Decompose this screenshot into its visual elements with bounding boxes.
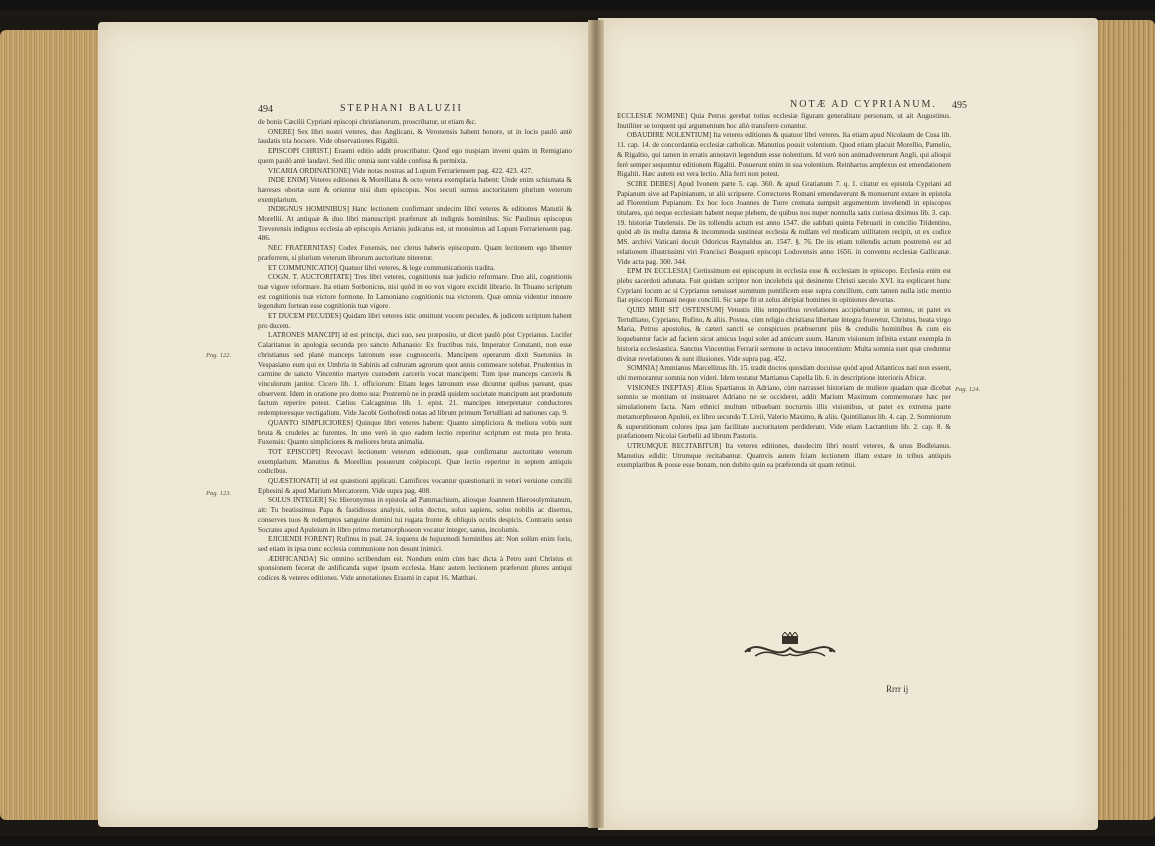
right-page-header: NOTÆ AD CYPRIANUM. bbox=[790, 99, 937, 110]
paragraph: COGN. T. AUCTORITATE] Tres libri veteres, cognitionis tuæ judicio reformare. Duo alii, cognitionis tuæ vigore reformare. Ita etiam Sorbonicus, nisi quòd in eo vox vigore excidit librario. In Thuano scriptum est cognitionis tuæ victore formone. In Lamoniano cognitionis tua victorem. Quæ omnia videntur innuere legendum fortean esse cognitionis tuæ vigore. bbox=[258, 273, 572, 311]
margin-ref-right-1: Pag. 124. bbox=[955, 386, 981, 393]
right-page-text bbox=[617, 112, 951, 620]
paragraph: QUÆSTIONATI] id est quæstioni applicati. Carnifices vocantur quæstionarii in veteri versione concilii Ephesini & apud Marium Mercatorem. Vide supra pag. 408. bbox=[258, 477, 572, 495]
paragraph: ET COMMUNICATIO] Quatuor libri veteres, & lege communicationis tradita. bbox=[268, 263, 496, 272]
printers-ornament bbox=[735, 632, 845, 666]
paragraph: TOT EPISCOPI] Revocavi lectionem veterum editionum, quæ confirmatur auctoritate veterum exemplarium. Manutius & Morellius posuerunt coëpiscopi. Quæ lectio reperitur in septem antiquis codicibus. bbox=[258, 447, 572, 476]
paragraph: INDE ENIM] Veteres editiones & Morelliana & octo vetera exemplaria habent: Unde enim schismata & hæreses obortæ sunt & oriuntur nisi dum episcopus. Nos secuti sumus auctoritatem plurium veterum exemplarium. bbox=[258, 176, 572, 204]
paragraph: EJICIENDI FORENT] Rufinus in psal. 24. loquens de hujusmodi hominibus ait: Non solùm enim foris, sed etiam in ipsa nunc ecclesia communione non desunt inimici. bbox=[258, 535, 572, 553]
paragraph: ONERE] Sex libri nostri veteres, duo Anglicani, & Veronensis habent honore, ut in locis paulò antè laudatis tria hocsere. Vide observationes Rigaltii. bbox=[258, 127, 572, 146]
right-page-number: 495 bbox=[952, 100, 967, 111]
left-page-text bbox=[258, 118, 572, 698]
paragraph: UTRUMQUE RECITABITUR] Ita veteres editiones, duodecim libri nostri veteres, & unus Bodleianus. Manutius edidit: Utrumque recitabantur. Quamvis autem fciam lectionem illam extare in tribus antiquis exemplaribus & posse esse bonam, non dubito quin ea præferenda sit quam retinui. bbox=[617, 441, 951, 470]
paragraph: LATRONES MANCIPI] id est principi, duci suo, seu præposito, ut dicet paulò pòst Cyprianus. Lucifer Calaritanus in apologia secunda pro sancto Athanasio: Ex fructibus tuis, Imperator Constanti, non esse christianus sed planè manceps latronum esse cognosceris. Mancipem operarum dixit Suetonius in Vespasiano eum qui ex Umbria in Sabinis ad culturam agrorum quot annis commeare solebat. Prudentius in carmine de sancto Vincentio martyre custodem carceris vocat mancipem: Tum ipse manceps carceris & vinculorum janitor. Cicero lib. 1. officiorum: Etiam leges latronum esse dicuntur quibus pareant, quas observent. Idem in oratione pro domo sua: Postremò ne in prædâ quidem societate mancipum aut prædonum factum reperire potest. Cælius Calcagninus lib. 1. epist. 21. mancipes interpretatur conductores redemptoresque vectigalium. Vide Jacobi Gothofredi notas ad librum primum Tertulliani ad nationes cap. 9. bbox=[258, 331, 572, 418]
paragraph: ET DUCEM PECUDES] Quidam libri veteres istic omittunt vocem pecudes, & judicem scriptum habent pro ducem. bbox=[258, 312, 572, 330]
paragraph: INDIGNUS HOMINIBUS] Hanc lectionem confirmant undecim libri veteres & editiones Manutii & Morellii. At antiquæ & duo libri manuscripti præferunt ab indignis hominibus. Sic Paulinus episcopus Treverensis indignus ecclesia ab episcopis Arrianis judicatus est, ut monuimus ad Lupum Ferrariensem pag. 486. bbox=[258, 205, 572, 243]
paragraph: EPM IN ECCLESIA] Certissimum est episcopum in ecclesia esse & ecclesiam in episcopo. Ecclesia enim est plebs sacerdoti adunata. Fuit quidam scriptor non incelebris qui desinente Christi sæculo XVI. ita explicaret hunc Cypriani locum ac si Cyprianus sensisset summum pontificem esse supra concilium, cum tamen nulla istic mentio fiat episcopi Romani neque concilii. Sic sæpe fit ut zelus abripiat homines in opiniones devortas. bbox=[617, 267, 951, 305]
margin-ref-left-2: Pag. 123. bbox=[206, 490, 232, 497]
paragraph: ECCLESIÆ NOMINE] Quia Petrus gerebat totius ecclesiæ figuram generalitate personam, ut ait Augustinus. Inutiliter se torquent qui argumentum hoc aliò transferre conantur. bbox=[617, 112, 951, 130]
paragraph: EPISCOPI CHRIST.] Erasmi editio addit proscribatur. Quod ego nuspiam inveni quàm in Remigiano quem paulò antè laudavi. Sed illic omnia sunt valde confusa & permixta. bbox=[258, 147, 572, 165]
paragraph: SOLUS INTEGER] Sic Hieronymus in epistola ad Pammachium, aliosque Joannem Hierosolymitanum, ait: Tu beatissimus Papa & fastidiosus analysis, solus doctus, solus sapiens, solus nobilis ac disertus, conserves tuos & redemptos sanguine domini tui rugata fronte & obliquis oculis despicis. Contrario sensu Socrates apud Apuleium in libro primo metamorphoseon vocatur integer, sanus, incolumis. bbox=[258, 496, 572, 534]
left-page-number: 494 bbox=[258, 104, 273, 115]
paragraph: SOMNIA] Ammianus Marcellinus lib. 15. tradit doctos quosdam docuisse quòd apud Atlanticos nati non essent, ubi memorantur somnia non videri. Idem testatur Martianus Capella lib. 6. in descriptione interioris Africæ. bbox=[617, 364, 951, 382]
paragraph: SCIRE DEBES] Apud Ivonem parte 5. cap. 360. & apud Gratianum 7. q. 1. citatur ex epistola Cypriani ad Papianum sive ad Papinianum, ut alii scripsere. Correctores Romani emendaverunt & monuerunt extare in epistola ad Florentium Pupianum. Ex hoc loco Joannes de Turre cremata sumpsit argumentum invehendi in episcopos titulares, qui neque ecclesiam habent neque plebem, de quibus nos nuper nonnulla satis curiosa diximus lib. 3. cap. 19. historiæ Tutelensis. De iis tollendis actum est anno 1547. die sabbati quinta Februarii in concilio Tridentino, quòd ab iis multa damna & incommoda sustineat ecclesia & nullam vel modicam utilitatem recipit, ut ex codice MS. archivi Vaticani docuit Odoricus Raynaldus an. 1547. §. 76. De iis etiam tollendis actum postremò est ad relationem illustrissimi viri Francisci Bosqueti episcopi Lodovensis anno 1656. in conventu ecclesiæ Gallicanæ. Vide acta pag. 300. 344. bbox=[617, 179, 951, 266]
book-gutter bbox=[588, 20, 604, 828]
right-page-edges bbox=[1095, 20, 1155, 820]
paragraph: VISIONES INEPTAS] Ælius Spartianus in Adriano, cùm narrasset historiam de muliere quadam quæ dicebat somnio se monitam ut insinuaret Adriano ne se occideret, addit Marium Maximum commemorare hæc per simulationem facta. Nam ethnici multum tribuebant nocturnis illis visionibus, ut patet ex extrema parte metamorphoseon Apuleii, ex libro secundo T. Livii, Valerio Maximo, & aliis. Quintilianus lib. 4. cap. 2. Somniorum & superstitionum colores ipsa jam facilitate auctoritatem perdiderunt. Vide etiam Lactantium lib. 2. cap. 8. & præfationem Nicolai Gerbelii ad librum Pastoris. bbox=[617, 383, 951, 441]
signature-mark: Rrrr ij bbox=[886, 684, 909, 694]
paragraph: QUID MIHI SIT OSTENSUM] Vetustis illis temporibus revelationes accipiebantur in somno, ut patet ex Tertulliano, Cypriano, Rufino, & aliis. Postea, cùm religio christiana libertate integra frueretur, Christus, beata virgo Maria, Petrus apostolus, & cæteri sancti se conspicuos præbuerunt piis & credulis hominibus & cum eis loquebantur facie ad faciem sicut amicus loqui solet ad amicum suum. Harum visionum infinita extant exempla in historia ecclesiastica. Sanctus Vincentius Ferrarii sermone in octava innocentium: Multa somnia sunt quæ creduntur divinæ revelationes & sunt illusiones. Vide supra pag. 452. bbox=[617, 306, 951, 363]
paragraph: de bonis Cæcilii Cypriani episcopi christianorum, proscribatur, ut etiam &c. bbox=[258, 118, 477, 126]
paragraph: OBAUDIRE NOLENTIUM] Ita veteres editiones & quatuor libri veteres. Ita etiam apud Nicolaum de Cusa lib. 11. cap. 14. de concordantia ecclesiæ catholicæ. Manutius posuit volentium. Quod etiam placuit Morellio, Pamelio, & Rigaltio, qui tamen in erratis annotavit legendum esse nolentium. Id verò non animadverterunt Angli, qui alioqui ferè semper sequuntur editionem Rigaltii. Posuerunt enim in sua volentium. Reinhartus amplexus est emendationem Rigaltii. Hæc autem est vera lectio. Alia ferri non potest. bbox=[617, 131, 951, 179]
left-page-edges bbox=[0, 30, 112, 820]
paragraph: VICARIA ORDINATIONE] Vide notas nostras ad Lupum Ferrariensem pag. 422. 423. 427. bbox=[268, 166, 533, 175]
paragraph: ÆDIFICANDA] Sic omnino scribendum est. Nondum enim cùm hæc dicta à Petro sunt Christus ei sponsionem fecerat de ædificanda super ipsum ecclesia. Hanc autem lectionem præferunt plures antiqui codices & veteres editiones. Vide annotationes Erasmi in caput 16. Matthæi. bbox=[258, 554, 572, 583]
paragraph: NEC FRATERNITAS] Codex Fuxensis, nec clerus haberis episcopum. Quam lectionem ego libenter præferrem, si plurium veterum librorum auctoritate niteretur. bbox=[258, 244, 572, 262]
margin-ref-left-1: Pag. 122. bbox=[206, 352, 232, 359]
paragraph: QUANTO SIMPLICIORES] Quinque libri veteres habent: Quanto simpliciora & meliora vobis sunt bruta & crudeles ac furentes. In uno verò in quo eadem lectio reperitur scriptum est muta pro bruta. Fuxensis: Quanto simpliciores & meliores bruta animalia. bbox=[258, 418, 572, 447]
left-page-header: STEPHANI BALUZII bbox=[340, 103, 463, 114]
